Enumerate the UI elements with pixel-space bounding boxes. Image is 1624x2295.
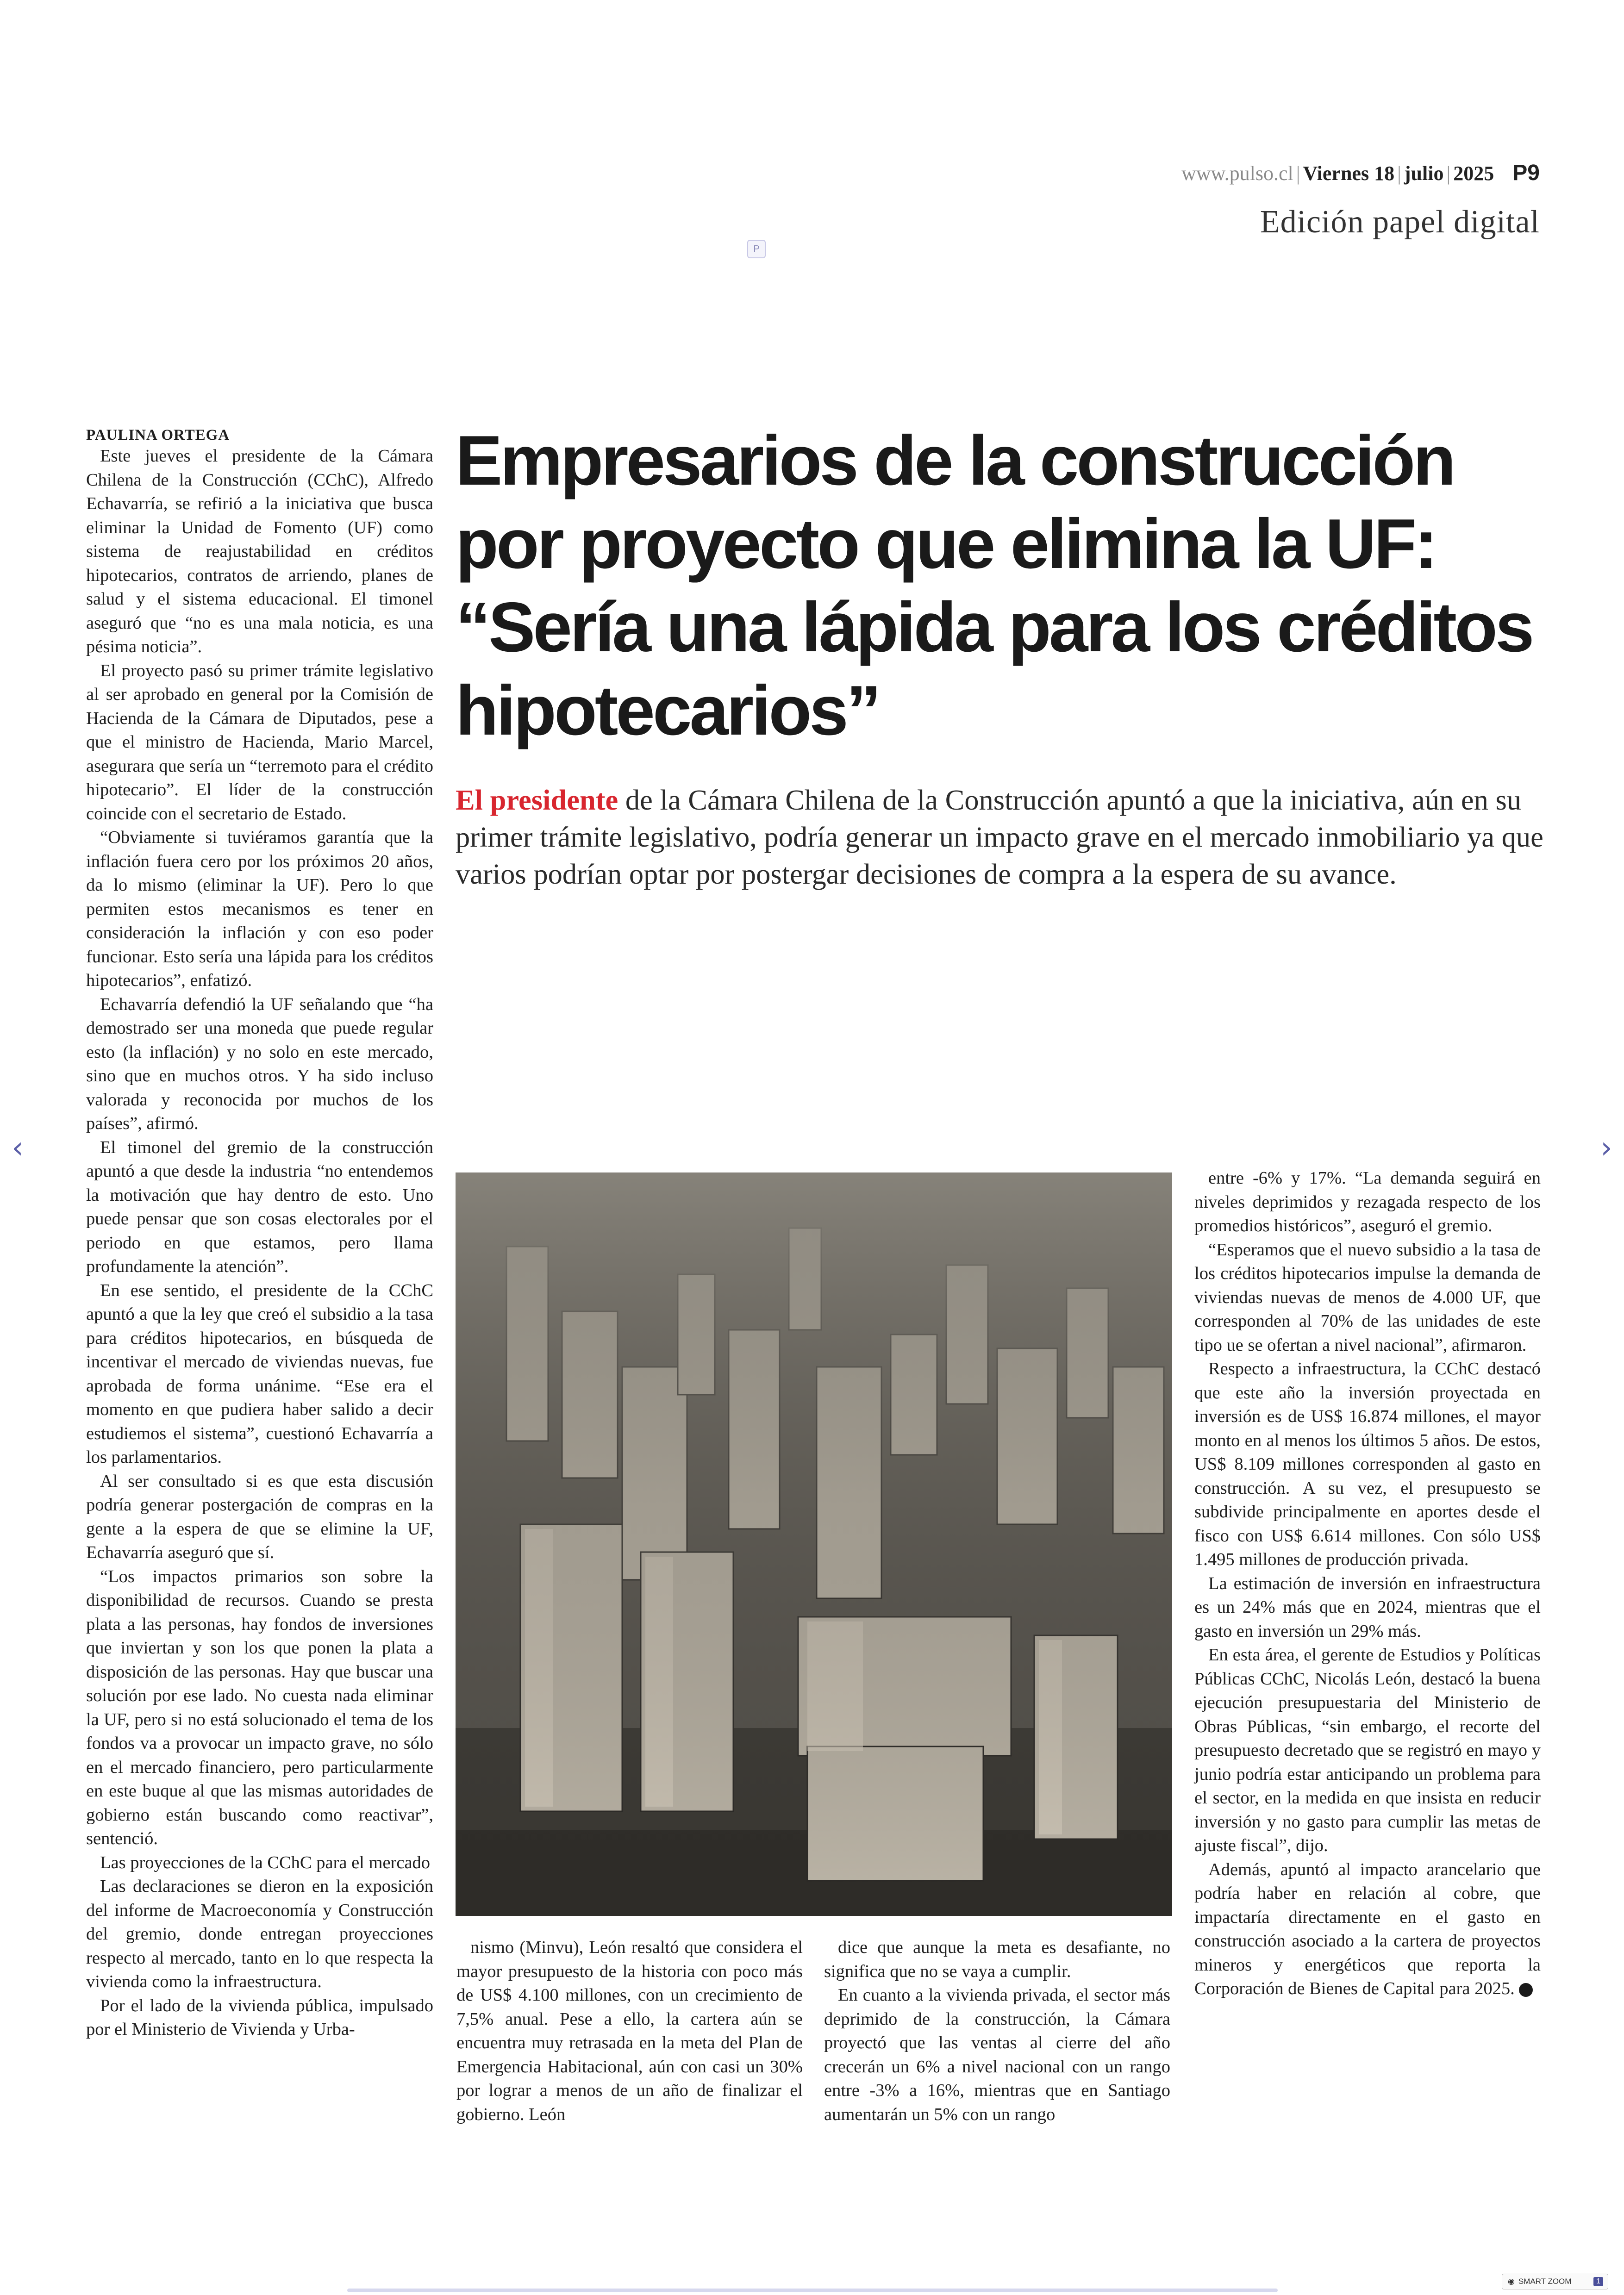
paragraph: “Esperamos que el nuevo subsidio a la tasa de los créditos hipotecarios impulse la demanda de viviendas nuevas de menos de 4.000 UF, que corresponden al 70% de las unidades de este tipo ue se ofertan a nivel nacional”, afirmaron. <box>1194 1240 1541 1355</box>
byline: PAULINA ORTEGA <box>86 427 230 443</box>
paragraph: nismo (Minvu), León resaltó que considera el mayor presupuesto de la historia con poco más de US$ 4.100 millones, con un crecimiento de 7,5% anual. Pese a ello, la cartera aún se encuentra muy retrasada en la meta del Plan de Emergencia Habitacional, aún con casi un 30% por lograr a menos de un año de finalizar el gobierno. León <box>456 1938 803 2124</box>
paragraph: Las declaraciones se dieron en la exposición del informe de Macroeconomía y Construcción del gremio, donde entregan proyecciones respecto al mercado, tanto en lo que respecta la vivienda como la infraestructura. <box>86 1877 433 1991</box>
page-number: P9 <box>1512 161 1540 185</box>
article-column-1 <box>86 444 433 2042</box>
paragraph: Echavarría defendió la UF señalando que “ha demostrado ser una moneda que puede regular esto (la inflación) y no solo en este mercado, sino que en muchos otros. Y ha sido incluso valorada y reconocida por muchos de los países”, afirmó. <box>86 994 433 1133</box>
paragraph: Las proyecciones de la CChC para el mercado <box>100 1852 431 1872</box>
date-month: julio <box>1404 162 1444 185</box>
date-day: Viernes 18 <box>1303 162 1395 185</box>
date-year: 2025 <box>1453 162 1494 185</box>
edition-label: Edición papel digital <box>1260 204 1540 240</box>
headline: Empresarios de la construcción por proyecto que elimina la UF: “Sería una lápida para los créditos hipotecarios” <box>456 421 1532 750</box>
masthead: www.pulso.cl | Viernes 18 | julio | 2025 P9 <box>1181 161 1540 185</box>
page-marker-icon[interactable]: P <box>747 240 766 258</box>
deck-text: de la Cámara Chilena de la Construcción apuntó a que la iniciativa, aún en su primer trámite legislativo, podría generar un impacto grave en el mercado inmobiliario ya que varios podrían optar por postergar decisiones de compra a la espera de su avance. <box>456 784 1543 890</box>
paragraph: Este jueves el presidente de la Cámara Chilena de la Construcción (CChC), Alfredo Echavarría, se refirió a la iniciativa que busca eliminar la Unidad de Fomento (UF) como sistema de reajustabilidad en créditos hipotecarios, contratos de arriendo, planes de salud y el sistema educacional. El timonel aseguró que “no es una mala noticia, es una pésima noticia”. <box>86 446 433 656</box>
article-column-3 <box>824 1936 1170 2127</box>
paragraph: Al ser consultado si es que esta discusión podría generar postergación de compras en la gente a la espera de que se elimine la UF, Echavarría aseguró que sí. <box>86 1471 433 1562</box>
paragraph: Respecto a infraestructura, la CChC destacó que este año la inversión proyectada en inversión es de US$ 16.874 millones, el mayor monto en al menos los últimos 5 años. De estos, US$ 8.109 millones corresponden al gasto en construcción. A su vez, el presupuesto se subdivide principalmente en aportes desde el fisco con US$ 6.614 millones. Con sólo US$ 1.495 millones de producción privada. <box>1194 1359 1541 1569</box>
paragraph: Por el lado de la vivienda pública, impulsado por el Ministerio de Vivienda y Urba- <box>86 1996 433 2039</box>
paragraph: “Obviamente si tuviéramos garantía que la inflación fuera cero por los próximos 20 años, da lo mismo (eliminar la UF). Pero lo que permiten estos mecanismos es tener en consideración la inflación y con eso poder funcionar. Esto sería una lápida para los créditos hipotecarios”, enfatizó. <box>86 828 433 990</box>
article-column-2 <box>456 1936 803 2127</box>
smart-zoom-button[interactable] <box>1502 2274 1608 2289</box>
zoom-page-badge: 1 <box>1593 2277 1603 2286</box>
paragraph: El proyecto pasó su primer trámite legislativo al ser aprobado en general por la Comisión de Hacienda de la Cámara de Diputados, pese a que el ministro de Hacienda, Mario Marcel, asegurara que sería un “terremoto para el crédito hipotecario”. El líder de la construcción coincide con el secretario de Estado. <box>86 661 433 823</box>
city-aerial-image <box>456 1172 1172 1916</box>
end-mark-icon: P <box>1519 1983 1533 1997</box>
article-photo <box>456 1172 1172 1916</box>
smart-zoom-label: SMART ZOOM <box>1518 2277 1572 2286</box>
horizontal-scrollbar[interactable] <box>347 2289 1278 2292</box>
deck-lead: El presidente <box>456 784 618 816</box>
site-url[interactable]: www.pulso.cl <box>1181 162 1293 185</box>
paragraph: En cuanto a la vivienda privada, el sector más deprimido de la construcción, la Cámara proyectó que las ventas al cierre del año crecerán un 6% a nivel nacional con un rango entre -3% a 16%, mientras que en Santiago aumentarán un 5% con un rango <box>824 1985 1170 2124</box>
article-column-4 <box>1194 1166 1541 2001</box>
paragraph: “Los impactos primarios son sobre la disponibilidad de recursos. Cuando se presta plata a las personas, hay fondos de inversiones que inviertan y son los que ponen la plata a disposición de las personas. Hay que buscar una solución por ese lado. No cuesta nada eliminar la UF, pero si no está solucionado el tema de los fondos va a provocar un impacto grave, no sólo en el mercado financiero, pero particularmente en este buque al que las mismas autoridades de gobierno están buscando como reactivar”, sentenció. <box>86 1566 433 1848</box>
eye-icon: ◉ <box>1508 2277 1515 2286</box>
paragraph: El timonel del gremio de la construcción apuntó a que desde la industria “no entendemos la motivación que hay dentro de esto. Uno puede pensar que son cosas electorales por el periodo en que estamos, pero llama profundamente la atención”. <box>86 1137 433 1276</box>
paragraph: entre -6% y 17%. “La demanda seguirá en niveles deprimidos y rezagada respecto de los promedios históricos”, aseguró el gremio. <box>1194 1168 1541 1235</box>
paragraph: dice que aunque la meta es desafiante, no significa que no se vaya a cumplir. <box>824 1938 1170 1981</box>
deck <box>456 781 1548 892</box>
paragraph: En esta área, el gerente de Estudios y Políticas Públicas CChC, Nicolás León, destacó la buena ejecución presupuestaria del Ministerio de Obras Públicas, “sin embargo, el recorte del presupuesto decretado que se registró en mayo y junio podría estar anticipando un problema para el sector, en la medida en que insista en reducir inversión y no gasto para cumplir las metas de ajuste fiscal”, dijo. <box>1194 1645 1541 1855</box>
prev-page-arrow-icon[interactable]: ‹ <box>12 1131 24 1165</box>
paragraph: En ese sentido, el presidente de la CChC apuntó a que la ley que creó el subsidio a la tasa para créditos hipotecarios, en búsqueda de incentivar el mercado de viviendas nuevas, fue aprobada de forma unánime. “Ese era el momento en que pudiera haber salido a decir estudiemos el sistema”, cuestionó Echavarría a los parlamentarios. <box>86 1280 433 1467</box>
next-page-arrow-icon[interactable]: › <box>1600 1131 1612 1165</box>
paragraph: La estimación de inversión en infraestructura es un 24% más que en 2024, mientras que el gasto en inversión un 29% más. <box>1194 1573 1541 1641</box>
paragraph: Además, apuntó al impacto arancelario que podría haber en relación al cobre, que impactaría directamente en el gasto en construcción asociado a la cartera de proyectos mineros y energéticos que reporta la Corporación de Bienes de Capital para 2025. P <box>1194 1859 1541 1998</box>
